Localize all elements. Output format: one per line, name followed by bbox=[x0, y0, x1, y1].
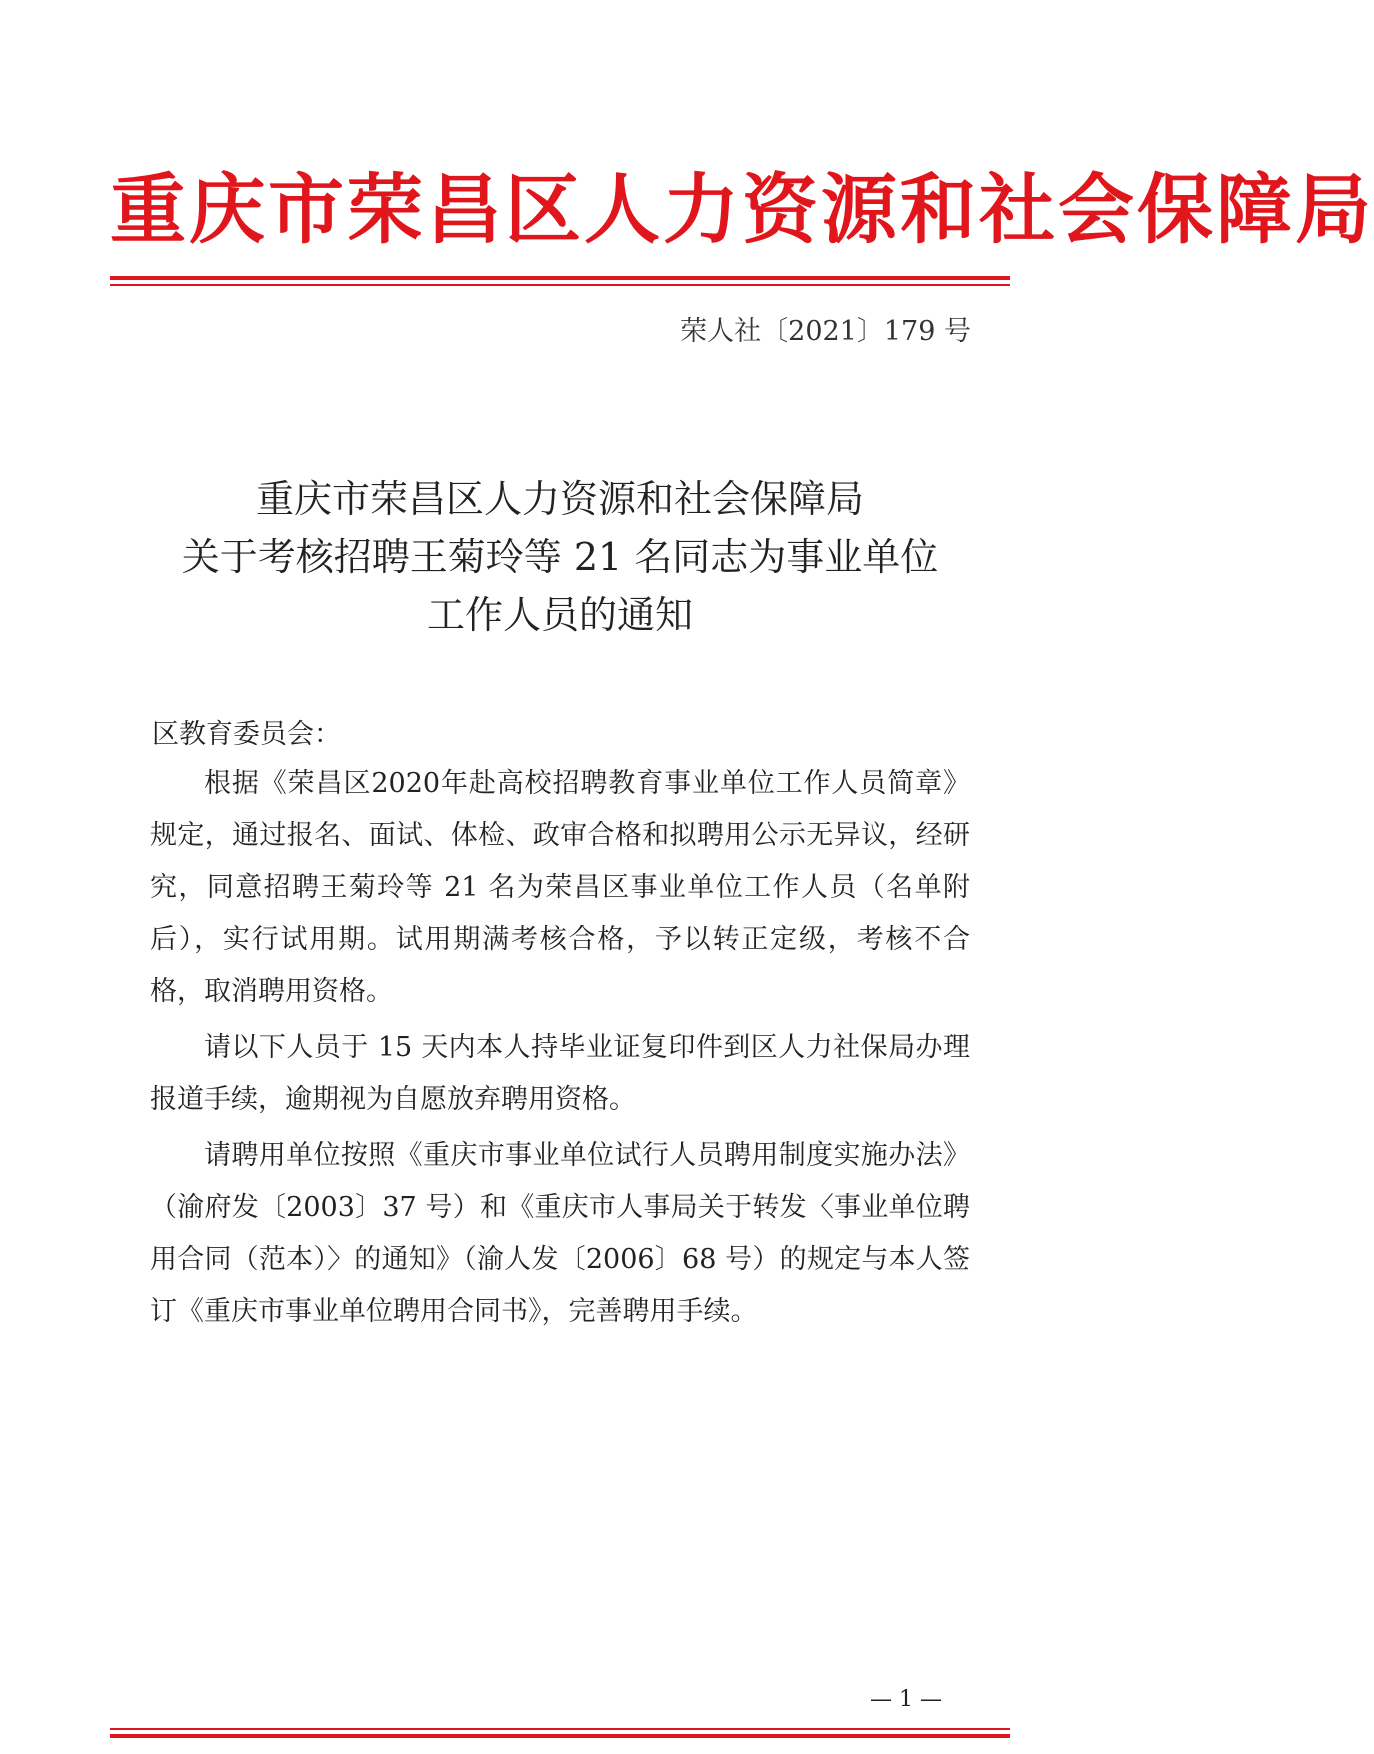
title-line-1: 重庆市荣昌区人力资源和社会保障局 bbox=[255, 477, 864, 521]
addressee: 区教育委员会： bbox=[152, 719, 341, 750]
notice-title bbox=[110, 470, 1010, 644]
notice-body bbox=[150, 758, 970, 1342]
footer-red-rule bbox=[110, 1728, 1010, 1740]
body-paragraph: 请以下人员于 15 天内本人持毕业证复印件到区人力社保局办理报道手续，逾期视为自愿放弃聘用资格。 bbox=[150, 1032, 970, 1115]
body-paragraph: 请聘用单位按照《重庆市事业单位试行人员聘用制度实施办法》（渝府发〔2003〕37 号）和《重庆市人事局关于转发〈事业单位聘用合同（范本）〉的通知》（渝人发〔2006〕68 号）的规定与本人签订《重庆市事业单位聘用合同书》，完善聘用手续。 bbox=[150, 1140, 970, 1327]
title-line-3: 工作人员的通知 bbox=[426, 593, 693, 637]
issuer-masthead: 重庆市荣昌区人力资源和社会保障局 bbox=[110, 165, 1374, 254]
header-red-rule bbox=[110, 276, 1010, 288]
title-line-2: 关于考核招聘王菊玲等 21 名同志为事业单位 bbox=[181, 535, 939, 579]
page-number: — 1 — bbox=[870, 1687, 942, 1712]
body-paragraph: 根据《荣昌区2020年赴高校招聘教育事业单位工作人员简章》规定，通过报名、面试、体检、政审合格和拟聘用公示无异议，经研究，同意招聘王菊玲等 21 名为荣昌区事业单位工作人员（名单附后），实行试用期。试用期满考核合格，予以转正定级，考核不合格，取消聘用资格。 bbox=[150, 768, 970, 1007]
document-number: 荣人社〔2021〕179 号 bbox=[680, 316, 971, 347]
